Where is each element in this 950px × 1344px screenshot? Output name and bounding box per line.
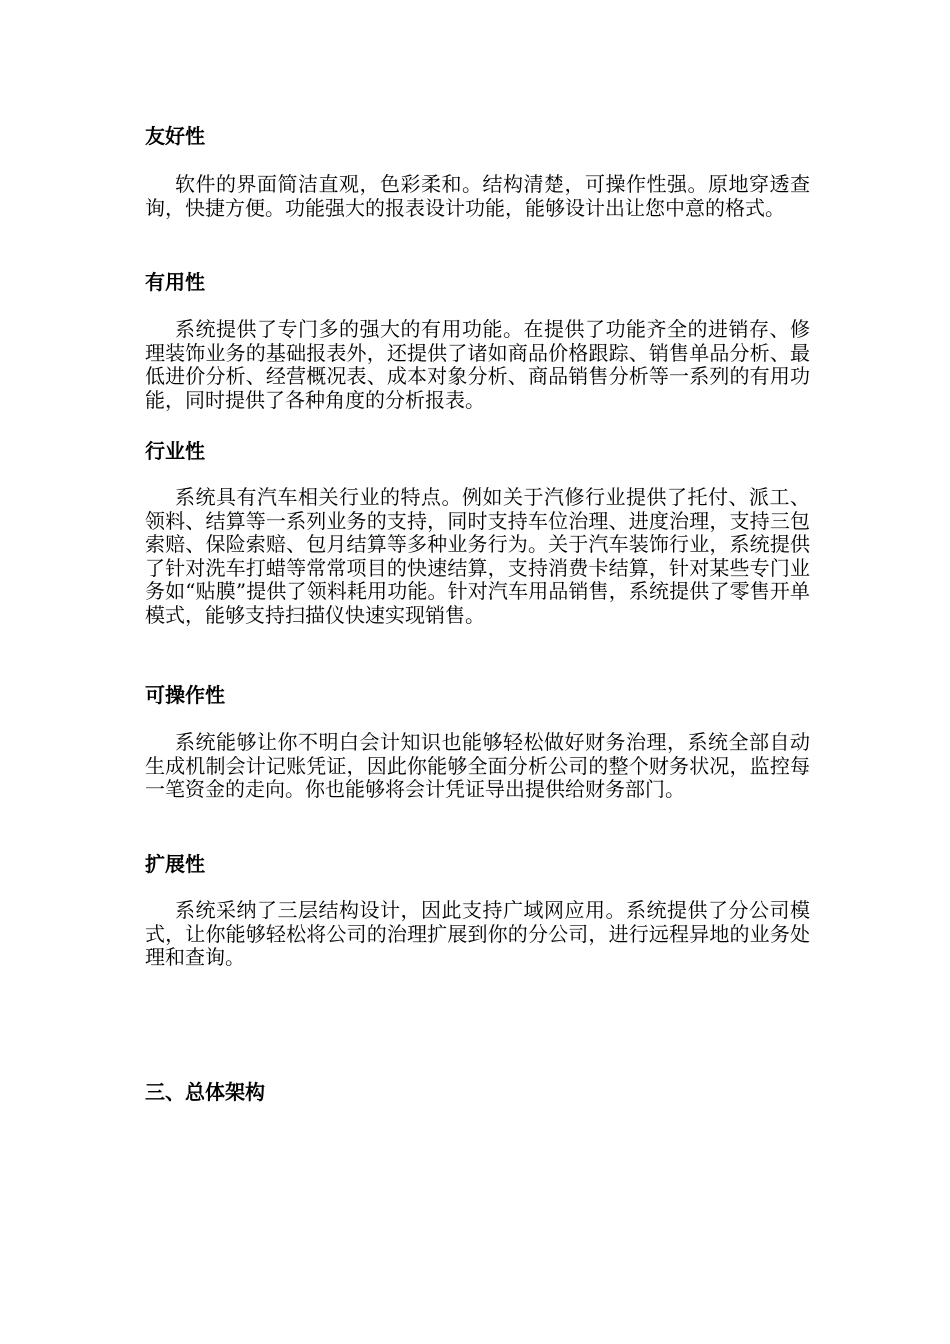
section-body-operability: 系统能够让你不明白会计知识也能够轻松做好财务治理，系统全部自动生成机制会计记账凭证，因此你能够全面分析公司的整个财务状况，监控每一笔资金的走向。你也能够将会计凭证导出提供给财务部门。: [145, 730, 810, 801]
section-heading-industry: 行业性: [145, 439, 205, 463]
section-body-extensibility: 系统采纳了三层结构设计，因此支持广域网应用。系统提供了分公司模式，让你能够轻松将公司的治理扩展到你的分公司，进行远程异地的业务处理和查询。: [145, 898, 810, 969]
section-heading-friendliness: 友好性: [145, 124, 205, 148]
section-body-usefulness: 系统提供了专门多的强大的有用功能。在提供了功能齐全的进销存、修理装饰业务的基础报表外，还提供了诸如商品价格跟踪、销售单品分析、最低进价分析、经营概况表、成本对象分析、商品销售分析等一系列的有用功能，同时提供了各种角度的分析报表。: [145, 317, 810, 412]
section-body-industry: 系统具有汽车相关行业的特点。例如关于汽修行业提供了托付、派工、领料、结算等一系列业务的支持，同时支持车位治理、进度治理，支持三包索赔、保险索赔、包月结算等多种业务行为。关于汽车装饰行业，系统提供了针对洗车打蜡等常常项目的快速结算，支持消费卡结算，针对某些专门业务如“贴膜”提供了领料耗用功能。针对汽车用品销售，系统提供了零售开单模式，能够支持扫描仪快速实现销售。: [145, 485, 810, 627]
section-heading-extensibility: 扩展性: [145, 852, 205, 876]
section-heading-operability: 可操作性: [145, 683, 225, 707]
section-body-friendliness: 软件的界面简洁直观，色彩柔和。结构清楚，可操作性强。原地穿透查询，快捷方便。功能强大的报表设计功能，能够设计出让您中意的格式。: [145, 172, 810, 220]
section-heading-usefulness: 有用性: [145, 270, 205, 294]
chapter-heading: 三、总体架构: [145, 1080, 265, 1104]
